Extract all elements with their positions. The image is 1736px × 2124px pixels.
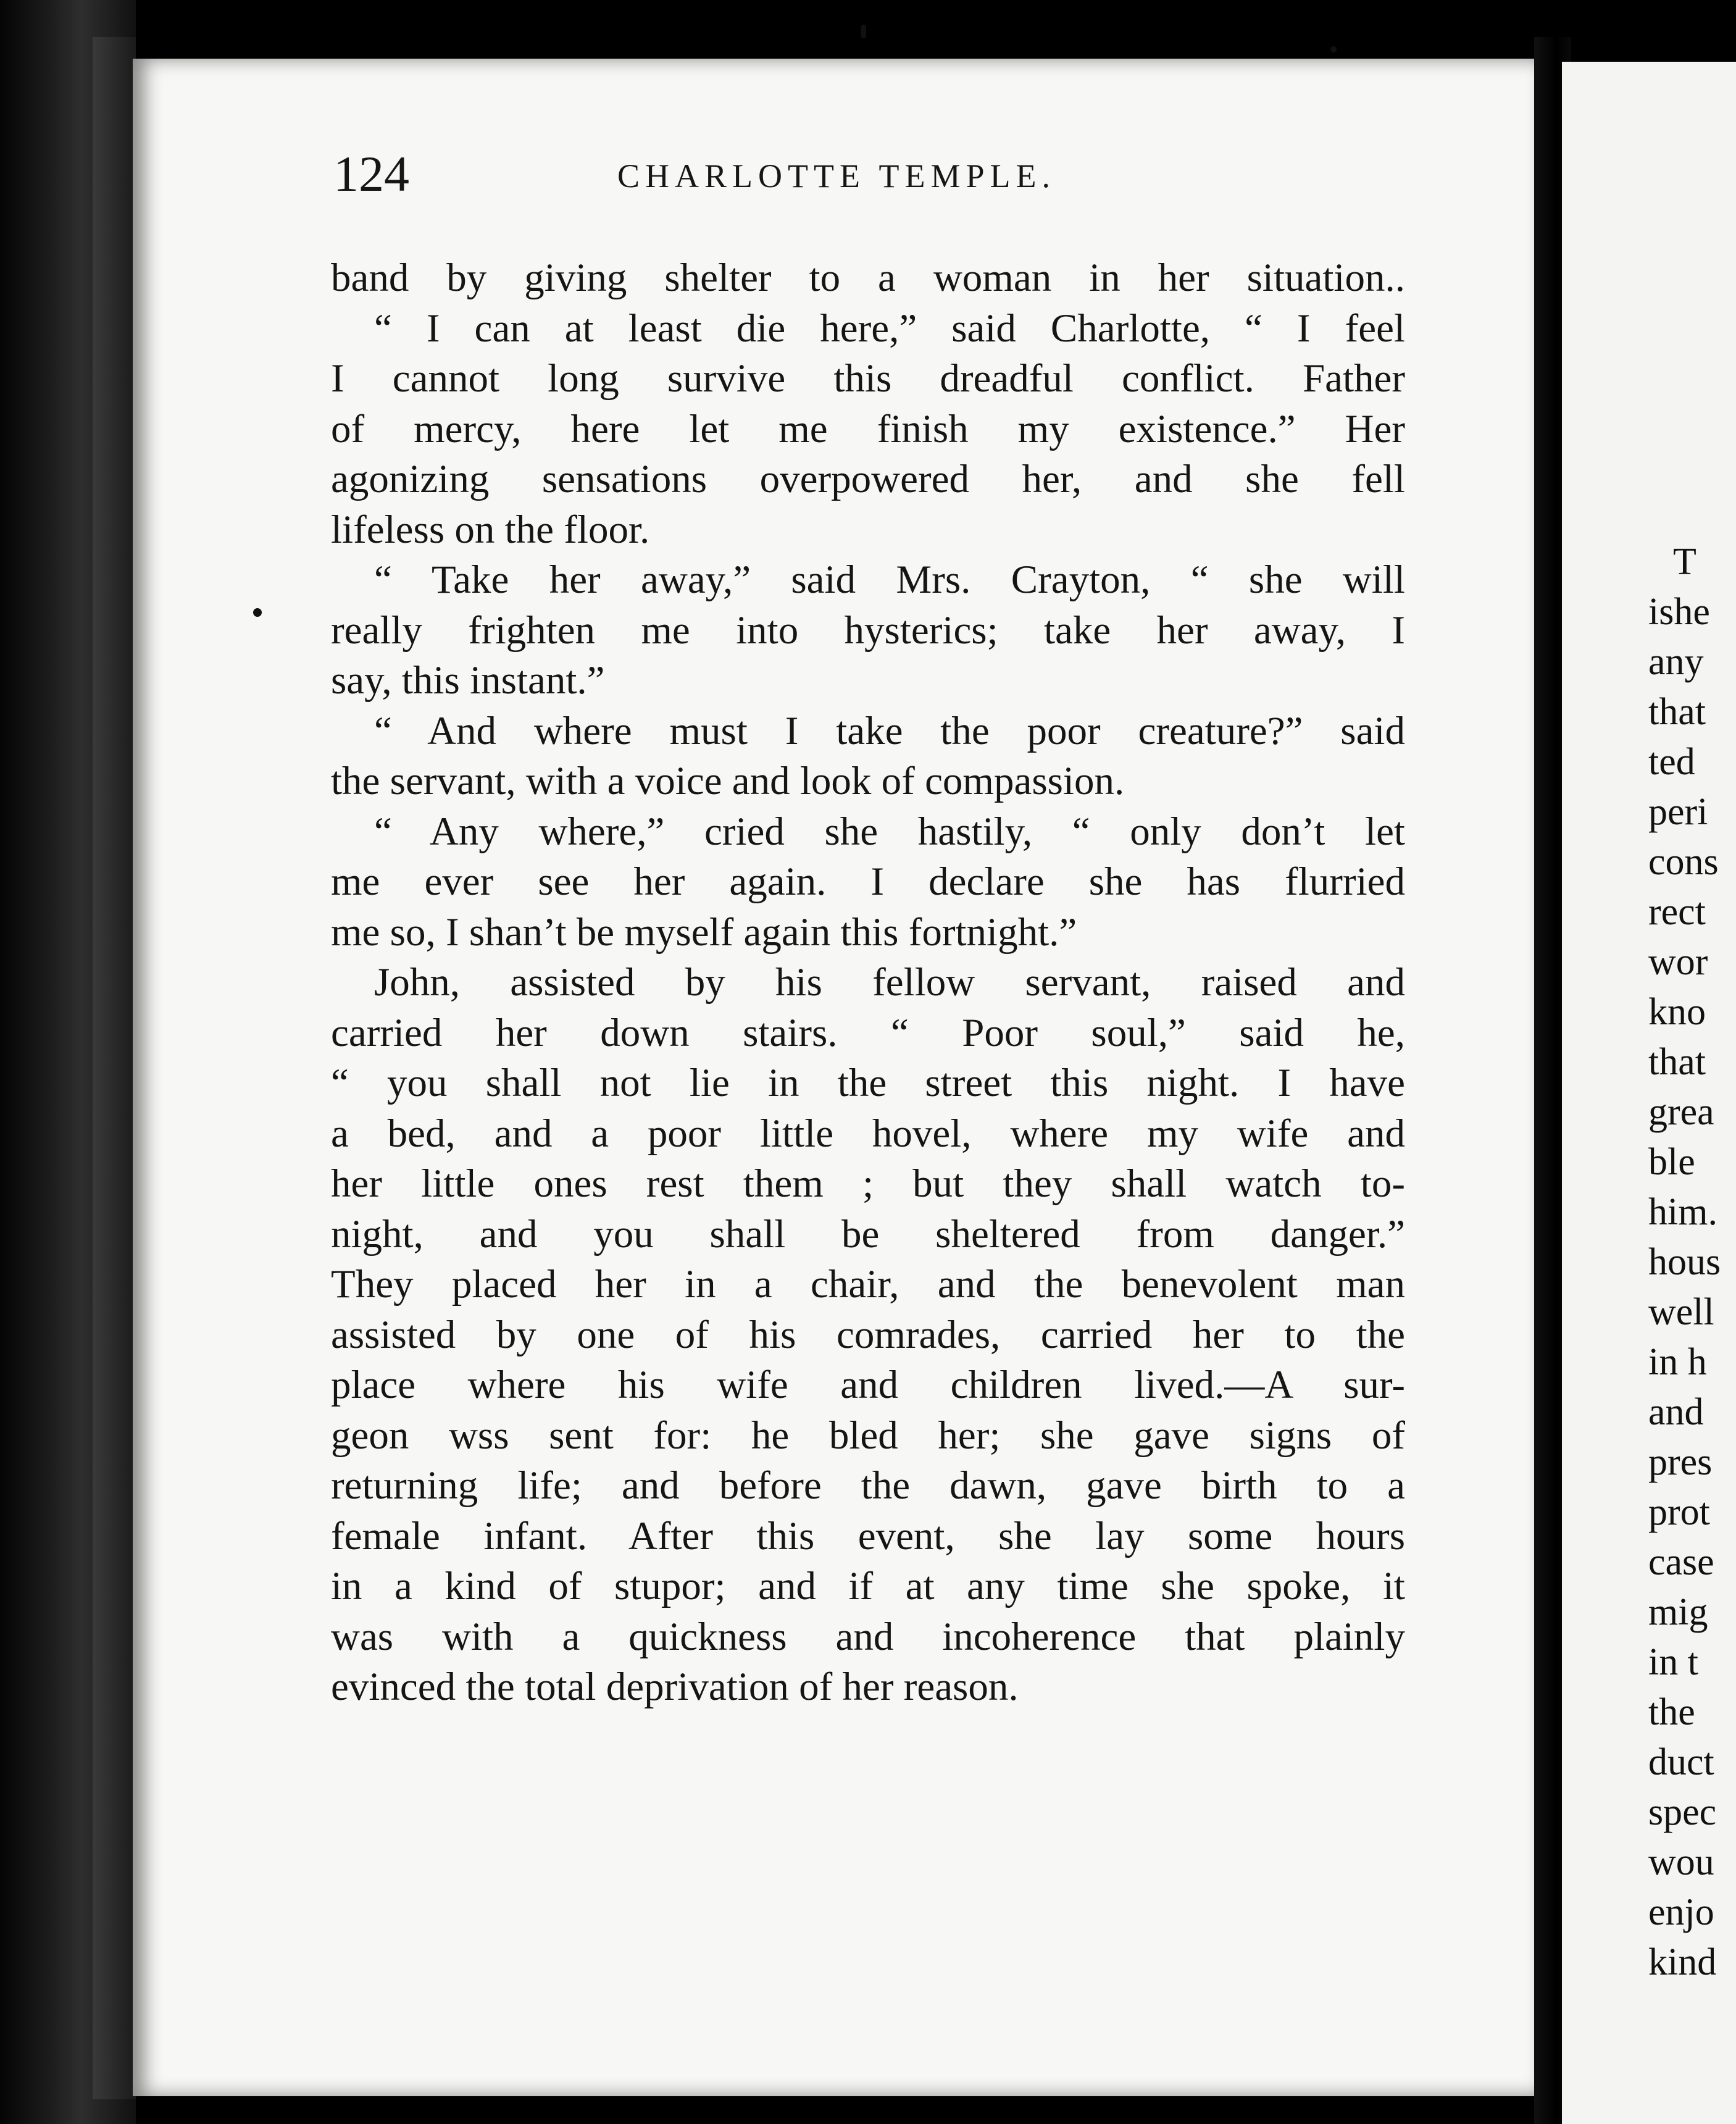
right-page-line: that xyxy=(1648,1041,1706,1083)
text-line: agonizing sensations overpowered her, and she fell xyxy=(331,457,1405,501)
right-page-line: cons xyxy=(1648,841,1719,883)
text-line: returning life; and before the dawn, gave birth to a xyxy=(331,1463,1405,1508)
right-page-line: him. xyxy=(1648,1191,1717,1233)
text-line: “ Any where,” cried she hastily, “ only don’t let xyxy=(374,809,1405,854)
text-line: assisted by one of his comrades, carried her to the xyxy=(331,1312,1405,1357)
text-line: of mercy, here let me finish my existence.” Her xyxy=(331,406,1405,451)
right-page-line: grea xyxy=(1648,1091,1714,1133)
right-page-line: that xyxy=(1648,691,1706,733)
right-page-line: and xyxy=(1648,1391,1704,1433)
right-page-line: peri xyxy=(1648,791,1708,833)
text-line: in a kind of stupor; and if at any time she spoke, it xyxy=(331,1564,1405,1608)
text-line: the servant, with a voice and look of compassion. xyxy=(331,759,1125,803)
right-page-line: rect xyxy=(1648,891,1706,933)
page-edges xyxy=(93,37,136,2099)
running-head: CHARLOTTE TEMPLE. xyxy=(617,157,1056,194)
text-line: place where his wife and children lived.—A sur- xyxy=(331,1363,1405,1407)
ink-speck xyxy=(253,608,262,617)
right-page-line: case xyxy=(1648,1541,1714,1583)
right-page-line: the xyxy=(1648,1691,1695,1733)
text-line: carried her down stairs. “ Poor soul,” said he, xyxy=(331,1010,1405,1055)
right-page-line: duct xyxy=(1648,1741,1714,1783)
right-page-line: in t xyxy=(1648,1641,1698,1683)
right-page-line: wor xyxy=(1648,941,1708,983)
body-text xyxy=(331,253,1405,1713)
text-line: me so, I shan’t be myself again this fortnight.” xyxy=(331,909,1077,955)
text-line: band by giving shelter to a woman in her situation.. xyxy=(331,256,1405,300)
text-line: her little ones rest them ; but they shall watch to- xyxy=(331,1161,1405,1206)
text-line: evinced the total deprivation of her reason. xyxy=(331,1665,1019,1709)
page-number: 124 xyxy=(333,146,409,202)
right-page-line: in h xyxy=(1648,1341,1707,1383)
text-line: say, this instant.” xyxy=(331,658,605,703)
right-page-line: ishe xyxy=(1648,591,1710,633)
right-page-line: kind xyxy=(1648,1941,1717,1983)
text-line: I cannot long survive this dreadful conflict. Father xyxy=(331,356,1405,401)
right-page-line: wou xyxy=(1648,1841,1714,1883)
text-line: They placed her in a chair, and the benevolent man xyxy=(331,1262,1405,1307)
text-line: “ Take her away,” said Mrs. Crayton, “ she will xyxy=(374,558,1405,602)
right-page-line: any xyxy=(1648,641,1704,683)
text-line: “ I can at least die here,” said Charlotte, “ I feel xyxy=(374,306,1405,351)
right-page-line: kno xyxy=(1648,991,1706,1033)
right-page-line: T xyxy=(1673,541,1696,583)
text-line: “ And where must I take the poor creature?” said xyxy=(374,708,1405,753)
page-header xyxy=(333,143,1408,211)
right-page-line: mig xyxy=(1648,1591,1708,1633)
right-page-line: enjo xyxy=(1648,1891,1714,1933)
text-line: me ever see her again. I declare she has flurried xyxy=(331,859,1405,904)
text-line: lifeless on the floor. xyxy=(331,507,650,552)
text-line: a bed, and a poor little hovel, where my wife and xyxy=(331,1111,1405,1156)
right-page-line: ted xyxy=(1648,741,1695,783)
text-line: female infant. After this event, she lay some hours xyxy=(331,1513,1405,1558)
ink-speck xyxy=(1330,46,1337,52)
right-page-line: well xyxy=(1648,1291,1714,1333)
text-line: John, assisted by his fellow servant, raised and xyxy=(374,960,1405,1005)
right-page-line: hous xyxy=(1648,1241,1721,1283)
right-page-line: prot xyxy=(1648,1491,1710,1533)
right-page xyxy=(1562,62,1736,2124)
right-page-text xyxy=(1648,537,1736,1988)
right-page-line: pres xyxy=(1648,1441,1713,1483)
right-page-line: spec xyxy=(1648,1791,1717,1833)
right-page-line: ble xyxy=(1648,1141,1695,1183)
text-line: night, and you shall be sheltered from danger.” xyxy=(331,1211,1405,1256)
text-line: geon wss sent for: he bled her; she gave signs of xyxy=(331,1413,1405,1458)
ink-speck xyxy=(861,25,866,38)
text-line: really frighten me into hysterics; take her away, I xyxy=(331,608,1405,653)
text-line: “ you shall not lie in the street this night. I have xyxy=(331,1061,1405,1105)
text-line: was with a quickness and incoherence that plainly xyxy=(331,1614,1405,1659)
